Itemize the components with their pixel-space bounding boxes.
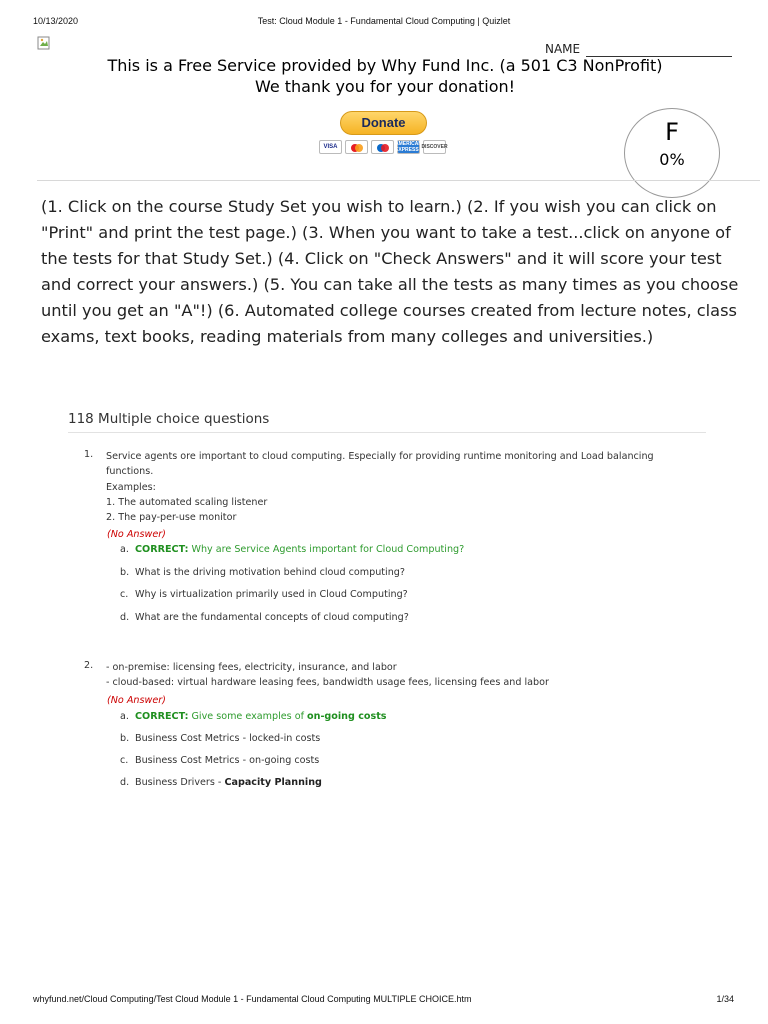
- payment-cards: [319, 140, 446, 154]
- broken-image-icon: [37, 36, 51, 50]
- option-a[interactable]: a. CORRECT: Why are Service Agents important for Cloud Computing?: [120, 544, 465, 555]
- option-d[interactable]: d. Business Drivers - Capacity Planning: [120, 777, 322, 788]
- option-c[interactable]: c. Why is virtualization primarily used in Cloud Computing?: [120, 589, 408, 600]
- option-bold-text: on-going costs: [307, 711, 387, 722]
- divider: [68, 432, 706, 433]
- option-c[interactable]: c. Business Cost Metrics - on-going costs: [120, 755, 320, 766]
- answer-status: (No Answer): [107, 695, 166, 706]
- visa-icon: VISA: [319, 140, 342, 154]
- option-text: Give some examples of: [191, 711, 304, 722]
- answer-status: (No Answer): [107, 529, 166, 540]
- instructions: (1. Click on the course Study Set you wish to learn.) (2. If you wish you can click on "Print" and print the test page.) (3. When you want to take a test...click on anyone of the tests for that Study Set.) (4. Click on "Check Answers" and it will score your test and correct your answers.) (5. You can take all the tests as many times as you choose until you get an "A"!) (6. Automated college courses created from lecture notes, class exams, text books, reading materials from many colleges and universities.): [41, 197, 739, 346]
- option-text: Business Drivers -: [135, 777, 222, 788]
- option-text: Why are Service Agents important for Cloud Computing?: [191, 544, 465, 555]
- option-d[interactable]: d. What are the fundamental concepts of cloud computing?: [120, 612, 409, 623]
- divider: [37, 180, 760, 181]
- option-text: Business Cost Metrics - on-going costs: [135, 755, 320, 766]
- banner: [0, 55, 768, 97]
- option-b[interactable]: b. What is the driving motivation behind cloud computing?: [120, 567, 405, 578]
- correct-tag: CORRECT:: [135, 544, 189, 555]
- amex-icon: AMERICAN EXPRESS: [395, 141, 422, 153]
- print-footer: [0, 994, 768, 1008]
- discover-icon: DISCOVER: [423, 140, 446, 154]
- grade-percent: 0%: [659, 150, 685, 169]
- banner-line-1: This is a Free Service provided by Why Fund Inc. (a 501 C3 NonProfit): [107, 56, 663, 75]
- option-bold-text: Capacity Planning: [224, 777, 322, 788]
- option-text: Business Cost Metrics - locked-in costs: [135, 733, 321, 744]
- option-b[interactable]: b. Business Cost Metrics - locked-in costs: [120, 733, 321, 744]
- question-stem: - on-premise: licensing fees, electricity, insurance, and labor - cloud-based: virtual hardware leasing fees, bandwidth usage fees, licensing fees and labor: [106, 662, 549, 689]
- print-title: Test: Cloud Module 1 - Fundamental Cloud Computing | Quizlet: [257, 16, 511, 26]
- grade-letter: F: [665, 118, 679, 146]
- print-date: 10/13/2020: [33, 16, 79, 26]
- question-count: 118 Multiple choice questions: [68, 411, 270, 427]
- option-text: Why is virtualization primarily used in Cloud Computing?: [135, 589, 408, 600]
- option-text: What is the driving motivation behind cloud computing?: [135, 567, 405, 578]
- grade-circle: [624, 108, 720, 198]
- option-text: What are the fundamental concepts of cloud computing?: [135, 612, 409, 623]
- question-number: 1.: [84, 449, 94, 460]
- print-header: [0, 16, 768, 30]
- option-a[interactable]: a. CORRECT: Give some examples of on-going costs: [120, 711, 387, 722]
- mastercard-icon: [345, 140, 368, 154]
- donate-button[interactable]: Donate: [340, 111, 427, 135]
- question-stem: Service agents ore important to cloud computing. Especially for providing runtime monitoring and Load balancing functions. Examples: 1. The automated scaling listener 2. The pay-per-use monitor: [106, 451, 654, 524]
- question-number: 2.: [84, 660, 94, 671]
- name-label: NAME: [545, 42, 581, 56]
- banner-line-2: We thank you for your donation!: [254, 77, 516, 96]
- page-number: 1/34: [716, 994, 734, 1004]
- maestro-icon: [371, 140, 394, 154]
- print-url: whyfund.net/Cloud Computing/Test Cloud Module 1 - Fundamental Cloud Computing MULTIPLE CHOICE.htm: [33, 994, 472, 1004]
- correct-tag: CORRECT:: [135, 711, 189, 722]
